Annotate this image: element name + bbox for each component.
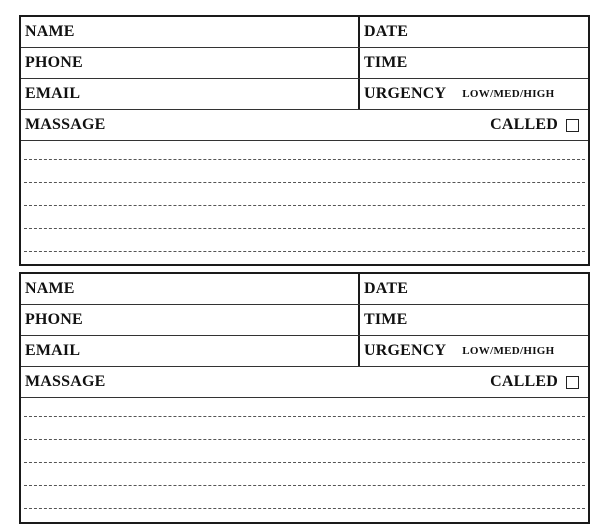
name-date-row — [21, 17, 588, 48]
message-line — [24, 416, 585, 417]
urgency-label: URGENCY — [364, 342, 447, 359]
message-lines[interactable] — [21, 159, 588, 252]
urgency-field[interactable] — [360, 336, 588, 366]
phone-field[interactable] — [21, 305, 360, 335]
email-label: EMAIL — [25, 85, 81, 102]
message-line — [24, 159, 585, 160]
message-header-row — [21, 367, 588, 398]
time-field[interactable] — [360, 305, 588, 335]
message-label: MASSAGE — [25, 373, 106, 390]
message-form-2 — [19, 272, 590, 524]
name-field[interactable] — [21, 274, 360, 304]
email-urgency-row — [21, 336, 588, 367]
name-label: NAME — [25, 280, 75, 297]
email-field[interactable] — [21, 79, 360, 109]
called-checkbox[interactable] — [566, 119, 579, 132]
urgency-field[interactable] — [360, 79, 588, 109]
message-lines[interactable] — [21, 416, 588, 509]
called-label: CALLED — [490, 373, 558, 390]
phone-field[interactable] — [21, 48, 360, 78]
date-label: DATE — [364, 23, 409, 40]
email-label: EMAIL — [25, 342, 81, 359]
called-label: CALLED — [490, 116, 558, 133]
name-label: NAME — [25, 23, 75, 40]
name-field[interactable] — [21, 17, 360, 47]
message-line — [24, 439, 585, 440]
date-field[interactable] — [360, 17, 588, 47]
message-line — [24, 508, 585, 509]
urgency-label: URGENCY — [364, 85, 447, 102]
phone-time-row — [21, 48, 588, 79]
called-checkbox[interactable] — [566, 376, 579, 389]
date-label: DATE — [364, 280, 409, 297]
email-field[interactable] — [21, 336, 360, 366]
date-field[interactable] — [360, 274, 588, 304]
time-label: TIME — [364, 54, 408, 71]
phone-label: PHONE — [25, 54, 83, 71]
message-line — [24, 251, 585, 252]
time-label: TIME — [364, 311, 408, 328]
urgency-options[interactable]: LOW/MED/HIGH — [462, 345, 555, 357]
message-line — [24, 485, 585, 486]
message-line — [24, 205, 585, 206]
message-header-row — [21, 110, 588, 141]
urgency-options[interactable]: LOW/MED/HIGH — [462, 88, 555, 100]
called-group — [490, 116, 579, 134]
message-line — [24, 228, 585, 229]
message-form-1 — [19, 15, 590, 266]
message-label: MASSAGE — [25, 116, 106, 133]
phone-time-row — [21, 305, 588, 336]
phone-label: PHONE — [25, 311, 83, 328]
message-line — [24, 182, 585, 183]
email-urgency-row — [21, 79, 588, 110]
message-line — [24, 462, 585, 463]
called-group — [490, 373, 579, 391]
name-date-row — [21, 274, 588, 305]
time-field[interactable] — [360, 48, 588, 78]
